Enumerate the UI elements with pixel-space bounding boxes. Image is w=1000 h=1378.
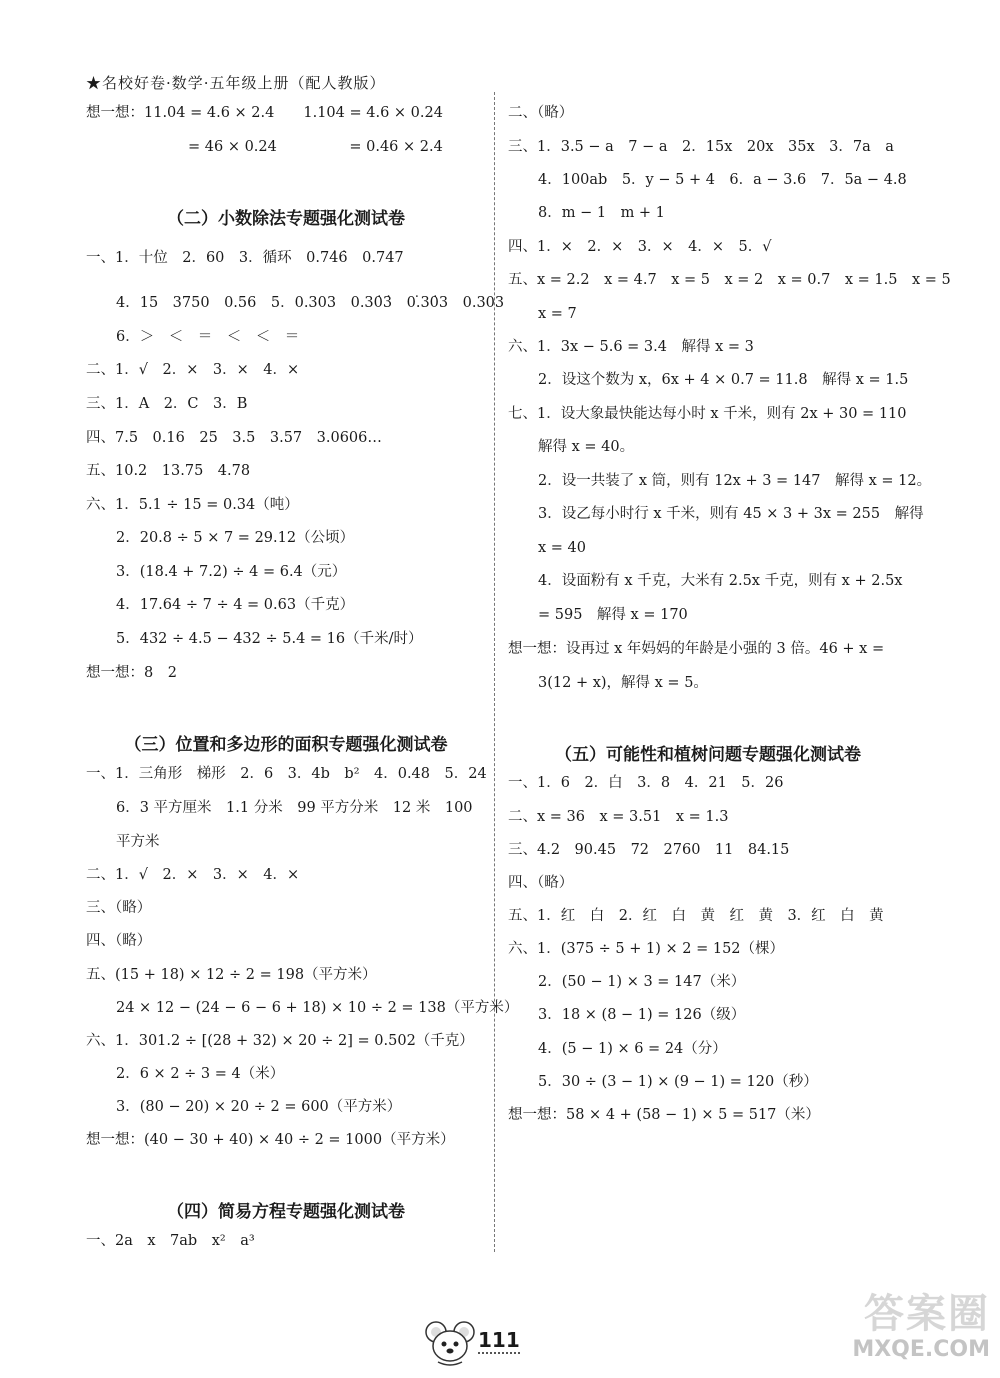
answer-line: 二、1．√ 2．× 3．× 4．×: [86, 362, 300, 378]
section-title-4: （四）简易方程专题强化测试卷: [167, 1202, 405, 1222]
answer-line: 2．20.8 ÷ 5 × 7 = 29.12（公顷）: [116, 530, 355, 546]
answer-line: 六、1．301.2 ÷ [(28 + 32) × 20 ÷ 2] = 0.502（千克）: [86, 1033, 474, 1049]
answer-line: 4．(5 − 1) × 6 = 24（分）: [538, 1041, 727, 1057]
answer-line: 3．(80 − 20) × 20 ÷ 2 = 600（平方米）: [116, 1099, 402, 1115]
answer-line: 四、（略）: [508, 875, 574, 891]
page-footer: [424, 1318, 534, 1368]
answer-line: 三、4.2 90.45 72 2760 11 84.15: [508, 842, 790, 858]
answer-line: x = 7: [538, 306, 577, 322]
answer-line: 六、1．3x − 5.6 = 3.4 解得 x = 3: [508, 339, 754, 355]
answer-line: 三、（略）: [86, 900, 152, 916]
answer-line: 4．17.64 ÷ 7 ÷ 4 = 0.63（千克）: [116, 597, 355, 613]
think-line: 想一想：(40 − 30 + 40) × 40 ÷ 2 = 1000（平方米）: [86, 1132, 455, 1148]
answer-line: 4．设面粉有 x 千克，大米有 2.5x 千克，则有 x + 2.5x: [538, 573, 903, 589]
answer-line: 8．m − 1 m + 1: [538, 205, 665, 221]
answer-line: 四、1．× 2．× 3．× 4．× 5．√: [508, 239, 772, 255]
think-line: 想一想：设再过 x 年妈妈的年龄是小强的 3 倍。46 + x =: [508, 641, 885, 657]
answer-line: 四、7.5 0.16 25 3.5 3.57 3.0606…: [86, 430, 382, 446]
section-title-3: （三）位置和多边形的面积专题强化测试卷: [124, 735, 448, 755]
answer-line: 平方米: [116, 834, 160, 850]
answer-line: 3．设乙每小时行 x 千米，则有 45 × 3 + 3x = 255 解得: [538, 506, 924, 522]
answer-line: 三、1．A 2．C 3．B: [86, 396, 248, 412]
answer-line: 二、（略）: [508, 105, 574, 121]
answer-line: 3．18 × (8 − 1) = 126（级）: [538, 1007, 746, 1023]
page-header: ★名校好卷·数学·五年级上册（配人教版）: [86, 74, 386, 92]
think-line-2: 3(12 + x)，解得 x = 5。: [538, 675, 708, 691]
think-line: 想一想：58 × 4 + (58 − 1) × 5 = 517（米）: [508, 1107, 820, 1123]
answer-line: 七、1．设大象最快能达每小时 x 千米，则有 2x + 30 = 110: [508, 406, 907, 422]
answer-line: 4．15 3750 0.56 5．0.303 0.30̇3̇ 0.̇30̇3 0.303: [116, 295, 505, 311]
answer-line: 五、10.2 13.75 4.78: [86, 463, 251, 479]
column-divider: [494, 92, 495, 1252]
answer-line: 6．3 平方厘米 1.1 分米 99 平方分米 12 米 100: [116, 800, 473, 816]
think-line-2: = 46 × 0.24 = 0.46 × 2.4: [188, 139, 443, 155]
answer-line: 5．432 ÷ 4.5 − 432 ÷ 5.4 = 16（千米/时）: [116, 631, 423, 647]
answer-line: 解得 x = 40。: [538, 439, 635, 455]
answer-line: 四、（略）: [86, 933, 152, 949]
answer-line: 4．100ab 5．y − 5 + 4 6．a − 3.6 7．5a − 4.8: [538, 172, 907, 188]
think-line: 想一想：11.04 = 4.6 × 2.4 1.104 = 4.6 × 0.24: [86, 105, 443, 121]
section-title-2: （二）小数除法专题强化测试卷: [167, 209, 405, 229]
answer-line: 五、(15 + 18) × 12 ÷ 2 = 198（平方米）: [86, 967, 377, 983]
answer-line: 一、2a x 7ab x² a³: [86, 1233, 255, 1249]
answer-line: 二、1．√ 2．× 3．× 4．×: [86, 867, 300, 883]
answer-line: 一、1．三角形 梯形 2．6 3．4b b² 4．0.48 5．24: [86, 766, 487, 782]
watermark-url: MXQE.COM: [852, 1337, 990, 1362]
answer-line: 一、1．6 2．白 3．8 4．21 5．26: [508, 775, 784, 791]
answer-line: x = 40: [538, 540, 586, 556]
answer-line: 2．设这个数为 x，6x + 4 × 0.7 = 11.8 解得 x = 1.5: [538, 372, 909, 388]
watermark-logo-text: 答案圈: [864, 1291, 990, 1337]
answer-line: 5．30 ÷ (3 − 1) × (9 − 1) = 120（秒）: [538, 1074, 818, 1090]
answer-line: 3．(18.4 + 7.2) ÷ 4 = 6.4（元）: [116, 564, 347, 580]
answer-line: 6．＞ ＜ ＝ ＜ ＜ ＝: [116, 329, 300, 345]
answer-line: = 595 解得 x = 170: [538, 607, 688, 623]
answer-line: 2．设一共装了 x 筒，则有 12x + 3 = 147 解得 x = 12。: [538, 473, 932, 489]
answer-line: 三、1．3.5 − a 7 − a 2．15x 20x 35x 3．7a a: [508, 139, 894, 155]
answer-line: 2．6 × 2 ÷ 3 = 4（米）: [116, 1066, 285, 1082]
think-line: 想一想：8 2: [86, 665, 177, 681]
watermark: [840, 1282, 990, 1362]
answer-line: 六、1．(375 ÷ 5 + 1) × 2 = 152（棵）: [508, 941, 785, 957]
answer-line: 一、1．十位 2．60 3．循环 0.74̇6̇ 0.747: [86, 250, 404, 266]
section-title-5: （五）可能性和植树问题专题强化测试卷: [555, 745, 861, 765]
answer-line: 2．(50 − 1) × 3 = 147（米）: [538, 974, 746, 990]
answer-line: 五、1．红 白 2．红 白 黄 红 黄 3．红 白 黄: [508, 908, 884, 924]
koala-mascot-icon: [424, 1318, 476, 1368]
answer-line: 五、x = 2.2 x = 4.7 x = 5 x = 2 x = 0.7 x = 1.5 x = 5: [508, 272, 951, 288]
answer-line: 24 × 12 − (24 − 6 − 6 + 18) × 10 ÷ 2 = 138（平方米）: [116, 1000, 519, 1016]
answer-line: 六、1．5.1 ÷ 15 = 0.34（吨）: [86, 497, 299, 513]
page-number: 111: [478, 1328, 520, 1352]
answer-line: 二、x = 36 x = 3.51 x = 1.3: [508, 809, 729, 825]
